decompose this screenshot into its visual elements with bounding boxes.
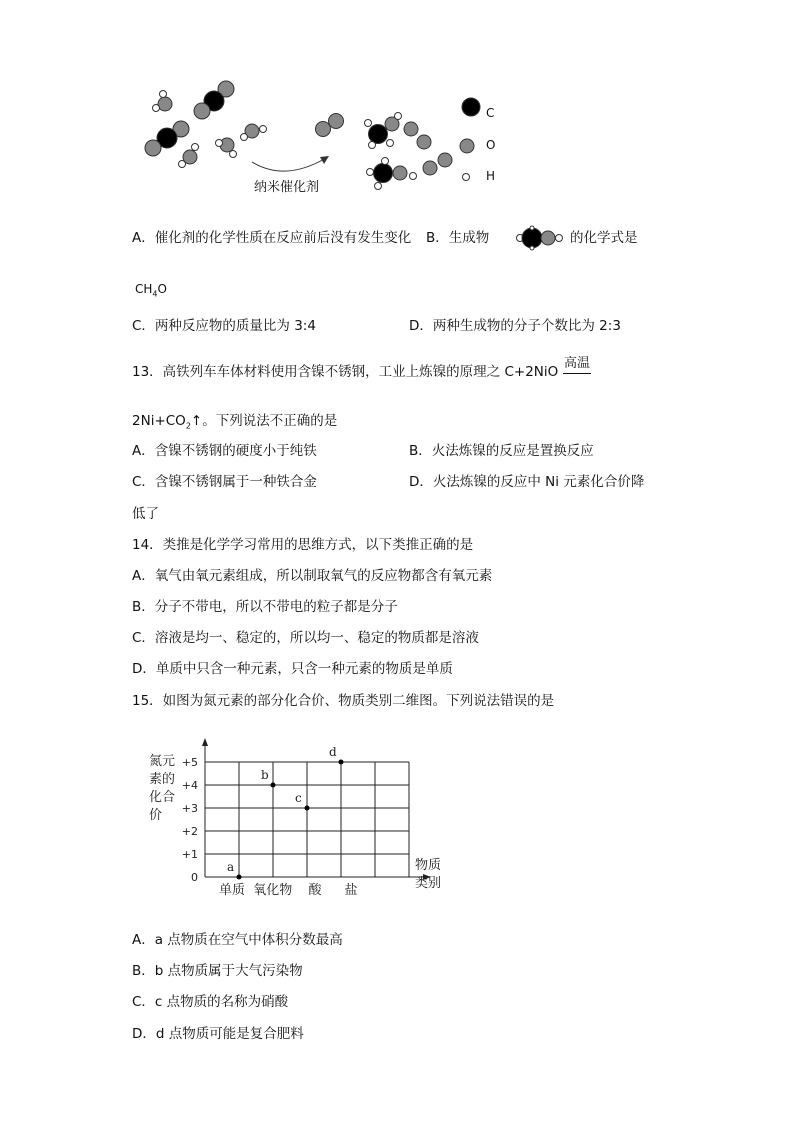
data-point-b [271, 783, 276, 788]
legend-o: O [486, 138, 496, 152]
x-tick-label: 酸 [308, 883, 322, 898]
catalyst-label: 纳米催化剂 [254, 180, 320, 195]
y-tick-label: +3 [181, 802, 198, 815]
data-point-label: b [261, 768, 269, 782]
x-tick-label: 盐 [344, 883, 358, 898]
y-tick-label: +4 [181, 779, 198, 792]
y-axis-label: 素的 [149, 772, 176, 787]
x-tick-label: 氧化物 [253, 883, 293, 898]
x-axis-label: 物质 [415, 858, 442, 873]
q15-stem: 15．如图为氮元素的部分化合价、物质类别二维图。下列说法错误的是 [132, 693, 555, 709]
q15-option-c: C．c 点物质的名称为硝酸 [132, 994, 289, 1010]
y-tick-label: +1 [181, 848, 198, 861]
q13-equation: $2Ni+CO_2↑$。下列说法不正确的是 [132, 413, 338, 431]
data-point-label: c [295, 791, 302, 805]
data-point-label: d [329, 745, 337, 759]
data-point-c [305, 806, 310, 811]
methanol-molecule-icon [512, 226, 568, 250]
q13-option-a: A．含镍不锈钢的硬度小于纯铁 [132, 443, 317, 459]
q13-stem: 13．高铁列车车体材料使用含镍不锈钢，工业上炼镍的原理之 C+2NiO [132, 364, 559, 380]
q14-option-c: C．溶液是均一、稳定的，所以均一、稳定的物质都是溶液 [132, 630, 479, 646]
q15-option-a: A．a 点物质在空气中体积分数最高 [132, 932, 343, 948]
q12-option-b-prefix: B．生成物 [426, 230, 490, 246]
y-axis-arrow [202, 738, 208, 746]
q13-option-c: C．含镍不锈钢属于一种铁合金 [132, 474, 317, 490]
q14-option-b: B．分子不带电，所以不带电的粒子都是分子 [132, 599, 398, 615]
q12-option-c: C．两种反应物的质量比为 3:4 [132, 318, 316, 334]
q14-option-a: A．氧气由氧元素组成，所以制取氧气的反应物都含有氧元素 [132, 568, 493, 584]
y-tick-label: 0 [191, 871, 198, 884]
x-tick-label: 单质 [218, 883, 246, 898]
q14-stem: 14．类推是化学学习常用的思维方式，以下类推正确的是 [132, 537, 474, 553]
nitrogen-valence-chart [140, 735, 442, 905]
q12-option-b-suffix: 的化学式是 [570, 230, 638, 246]
q13-condition: 高温 [563, 352, 591, 374]
data-point-a [237, 875, 242, 880]
y-axis-label: 价 [149, 808, 163, 823]
reaction-diagram [0, 0, 794, 210]
y-tick-label: +5 [181, 756, 198, 769]
y-axis-label: 氮元 [149, 754, 176, 769]
q12-option-d: D．两种生成物的分子个数比为 2:3 [409, 318, 621, 334]
q14-option-d: D．单质中只含一种元素，只含一种元素的物质是单质 [132, 661, 453, 677]
y-axis-label: 化合 [149, 790, 176, 805]
q13-option-b: B．火法炼镍的反应是置换反应 [409, 443, 594, 459]
y-tick-label: +2 [181, 825, 198, 838]
q15-option-d: D．d 点物质可能是复合肥料 [132, 1026, 304, 1042]
q13-option-d: D．火法炼镍的反应中 Ni 元素化合价降 [409, 474, 645, 490]
legend-c: C [486, 106, 495, 120]
data-point-d [339, 760, 344, 765]
q12-formula: $CH_4O$ [135, 282, 167, 299]
x-axis-label: 类别 [415, 876, 442, 891]
q12-option-a: A．催化剂的化学性质在反应前后没有发生变化 [132, 230, 412, 246]
q13-option-d-cont: 低了 [132, 506, 159, 522]
legend-h: H [486, 169, 496, 183]
data-point-label: a [227, 860, 235, 874]
q15-option-b: B．b 点物质属于大气污染物 [132, 963, 303, 979]
